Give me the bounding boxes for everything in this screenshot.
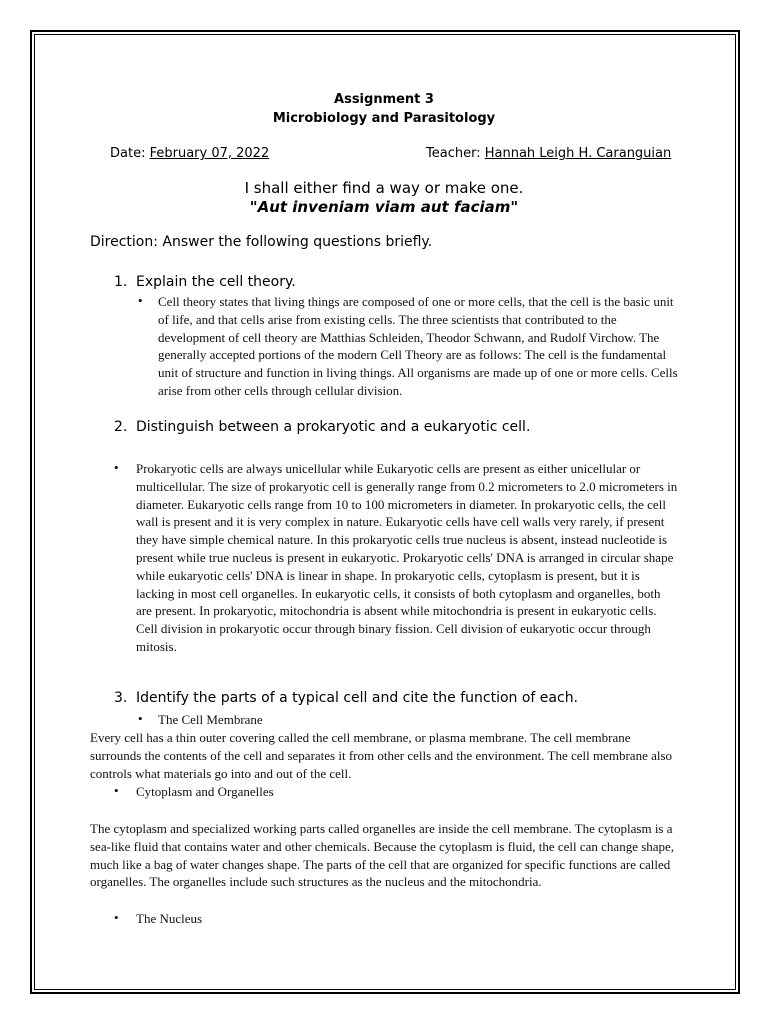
motto-english: I shall either find a way or make one. (244, 179, 524, 197)
date-value: February 07, 2022 (149, 146, 270, 161)
question-1 (114, 274, 296, 290)
teacher-value: Hannah Leigh H. Caranguian (484, 146, 672, 161)
answer-1: Cell theory states that living things are composed of one or more cells, that the cell is the basic unit of life, and that cells arise from existing cells. The three scientists that contributed to the development of cell theory are Matthias Schleiden, Theodor Schwann, and Rudolf Virchow. The generally accepted portions of the modern Cell Theory are as follows: The cell is the fundamental unit of structure and function in living things. All organisms are made up of one or more cells. Cells arise from other cells through cellular division. (158, 294, 678, 398)
bullet-icon: • (114, 910, 119, 925)
part-1-description: Every cell has a thin outer covering called the cell membrane, or plasma membrane. The cell membrane surrounds the contents of the cell and separates it from other cells and the environment. The cell membrane also controls what materials go into and out of the cell. (90, 730, 673, 781)
direction-text: Direction: Answer the following questions briefly. (90, 234, 433, 250)
question-number: 1. (114, 274, 128, 290)
teacher-line (426, 146, 671, 161)
question-text: Explain the cell theory. (136, 274, 296, 290)
bullet-icon: • (114, 460, 119, 475)
assignment-title: Assignment 3 (334, 92, 434, 107)
teacher-label: Teacher: (426, 146, 481, 161)
question-number: 3. (114, 690, 128, 706)
part-2-description: The cytoplasm and specialized working parts called organelles are inside the cell membrane. The cytoplasm is a sea-like fluid that contains water and other chemicals. Because the cytoplasm is fluid, the cell can change shape, much like a bag of water changes shape. The parts of the cell that are organized for specific functions are called organelles. The organelles include such structures as the nucleus and the mitochondria. (90, 821, 675, 890)
answer-2: Prokaryotic cells are always unicellular while Eukaryotic cells are present as either unicellular or multicellular. The size of prokaryotic cell is generally range from 0.2 micrometers to 2.0 micrometers in diameter. Eukaryotic cells range from 10 to 100 micrometers in diameter. In prokaryotic cells, the cell wall is present and it is very complex in nature. Eukaryotic cells have cell walls very rarely, if present they have simple chemical nature. In this prokaryotic cells true nucleus is absent, instead nucleotide is present while true nucleus is present in eukaryotic. Prokaryotic cells' DNA is arranged in circular shape while eukaryotic cells' DNA is linear in shape. In prokaryotic cells, cytoplasm is present, but it is lacking in most cell organelles. In eukaryotic cells, it consists of both cytoplasm and organelles, both are present. In prokaryotic, mitochondria is absent while mitochondria is present in eukaryotic cells. Cell division in prokaryotic occur through binary fission. Cell division of eukaryotic occur through mitosis. (136, 461, 678, 654)
question-2 (114, 419, 530, 435)
part-3-name: The Nucleus (136, 911, 203, 926)
part-1-name: The Cell Membrane (158, 712, 263, 727)
question-3 (114, 690, 578, 706)
motto-latin: "Aut inveniam viam aut faciam" (249, 198, 519, 216)
course-subtitle: Microbiology and Parasitology (272, 111, 496, 126)
bullet-icon: • (138, 293, 143, 308)
question-text: Distinguish between a prokaryotic and a eukaryotic cell. (136, 419, 531, 435)
bullet-icon: • (114, 783, 119, 798)
date-label: Date: (110, 146, 146, 161)
part-2-name: Cytoplasm and Organelles (136, 784, 274, 799)
bullet-icon: • (138, 711, 143, 726)
question-number: 2. (114, 419, 128, 435)
date-line (110, 146, 269, 161)
question-text: Identify the parts of a typical cell and cite the function of each. (136, 690, 579, 706)
